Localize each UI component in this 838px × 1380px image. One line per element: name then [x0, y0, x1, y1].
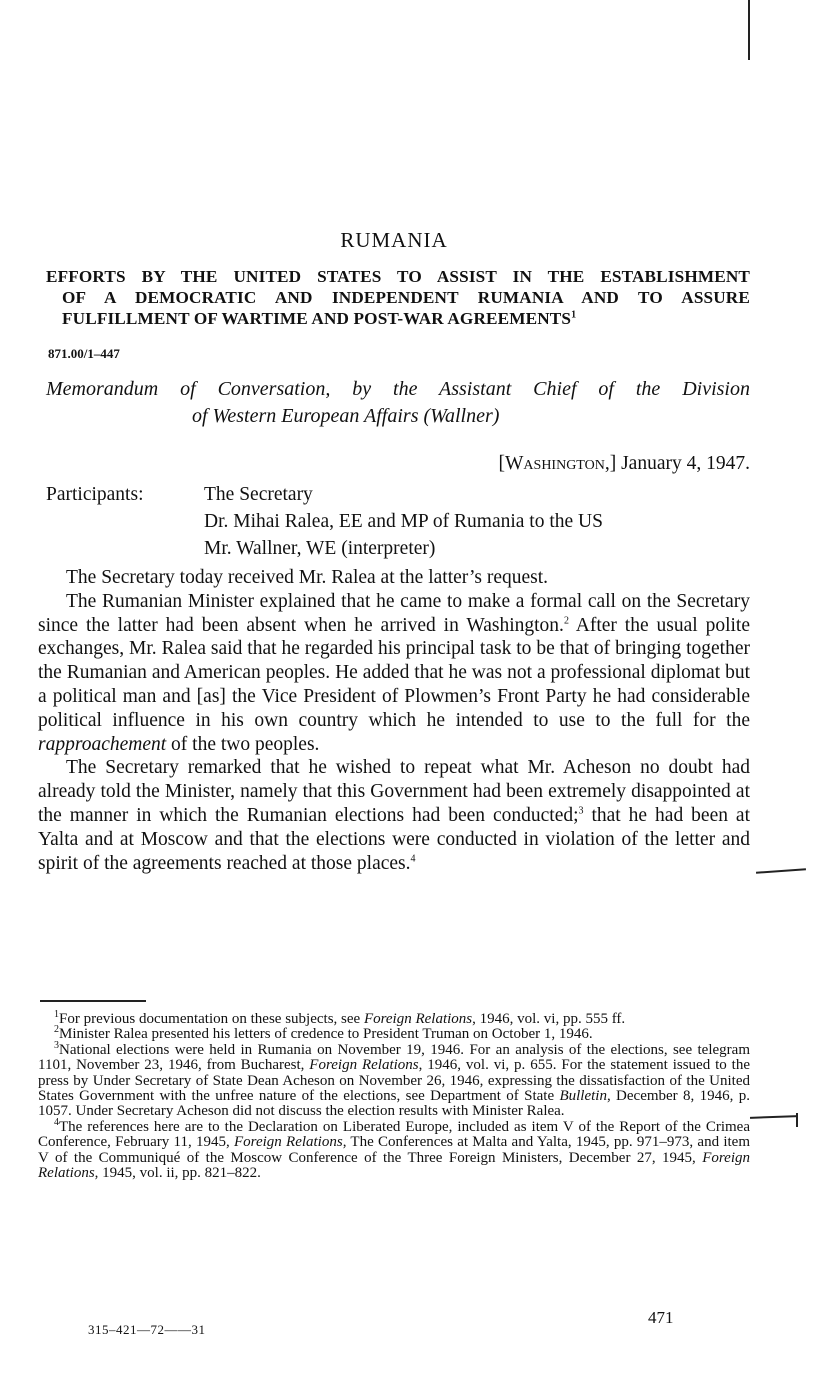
footnote-2: $^2$Minister Ralea presented his letters of credence to President Truman on October 1, 1946.	[54, 1024, 593, 1043]
footnote-ref: 2	[563, 615, 569, 627]
footnote-4: $^4$The references here are to the Declaration on Liberated Europe, included as item V of the Report of the Crimea Conference, February 11, 1945, Foreign Relations, The Conferences at Malta and Yalta, 1945, pp. 971–973, and item V of the Communiqué of the Moscow Conference of the Three Foreign Ministers, December 27, 1945, Foreign Relations, 1945, vol. ii, pp. 821–822.	[38, 1116, 750, 1182]
paragraph-3: The Secretary remarked that he wished to repeat what Mr. Acheson no doubt had already told the Minister, namely that this Government had been extremely disappointed at the manner in which the Rumanian elections had been conducted;$^3$ that he had been at Yalta and at Moscow and that the elections were conducted in violation of the letter and spirit of the agreements reached at those places.$^4$	[38, 757, 750, 874]
participants-list	[204, 481, 603, 562]
date-line: [Washington,] January 4, 1947.	[498, 453, 750, 474]
footnote-ref: 4	[410, 853, 416, 865]
paragraph-1: The Secretary today received Mr. Ralea at the latter’s request.	[66, 567, 549, 588]
print-code: 315–421—72——31	[88, 1322, 206, 1337]
margin-mark-tick	[796, 1113, 798, 1127]
file-number: 871.00/1–447	[48, 346, 120, 361]
heading-line-1: EFFORTS BY THE UNITED STATES TO ASSIST IN THE ESTABLISHMENT	[46, 267, 750, 286]
section-heading	[46, 266, 750, 329]
participant: Dr. Mihai Ralea, EE and MP of Rumania to the US	[204, 511, 603, 532]
page-number: 471	[648, 1308, 674, 1327]
footnote-ref: 3	[578, 805, 584, 817]
heading-line-2: OF A DEMOCRATIC AND INDEPENDENT RUMANIA AND TO ASSURE	[62, 288, 750, 307]
page-title: RUMANIA	[340, 228, 448, 252]
memo-title-line-1: Memorandum of Conversation, by the Assistant Chief of the Division	[46, 378, 750, 400]
participants-label: Participants:	[46, 484, 144, 505]
margin-mark-bottom	[750, 1115, 798, 1119]
footnote-ref: 1	[571, 309, 577, 321]
footnote-divider	[40, 1000, 146, 1002]
document-page	[38, 0, 750, 1380]
memo-title-line-2: of Western European Affairs (Wallner)	[192, 405, 500, 427]
margin-mark-top	[756, 868, 806, 873]
paragraph-2: The Rumanian Minister explained that he came to make a formal call on the Secretary since the latter had been absent when he arrived in Washington.$^2$ After the usual polite exchanges, Mr. Ralea said that he regarded his principal task to be that of bringing together the Rumanian and American peoples. He added that he was not a professional diplomat but a political man and [as] the Vice President of Plowmen’s Front Party he had considerable political influence in his own country which he intended to use to the full for the rapproachement of the two peoples.	[38, 590, 750, 755]
footnote-1: $^1$For previous documentation on these subjects, see Foreign Relations, 1946, vol. vi, pp. 555 ff.	[54, 1009, 626, 1027]
footnotes	[38, 1009, 750, 1182]
footnote-3: $^3$National elections were held in Rumania on November 19, 1946. For an analysis of the elections, see telegram 1101, November 23, 1946, from Bucharest, Foreign Relations, 1946, vol. vi, p. 655. For the statement issued to the press by Under Secretary of State Dean Acheson on November 26, 1946, expressing the dissatisfaction of the United States Government with the unfree nature of the elections, see Department of State Bulletin, December 8, 1946, p. 1057. Under Secretary Acheson did not discuss the election results with Minister Ralea.	[38, 1039, 750, 1120]
participants-block	[46, 481, 750, 562]
heading-line-3: FULFILLMENT OF WARTIME AND POST-WAR AGREEMENTS$^1$	[62, 309, 577, 328]
participant: Mr. Wallner, WE (interpreter)	[204, 538, 436, 559]
memo-title	[46, 376, 750, 430]
place: Washington	[505, 453, 605, 474]
page-edge-rule	[748, 0, 750, 60]
participant: The Secretary	[204, 484, 313, 505]
memo-body	[38, 566, 750, 875]
date: January 4, 1947.	[621, 453, 750, 474]
